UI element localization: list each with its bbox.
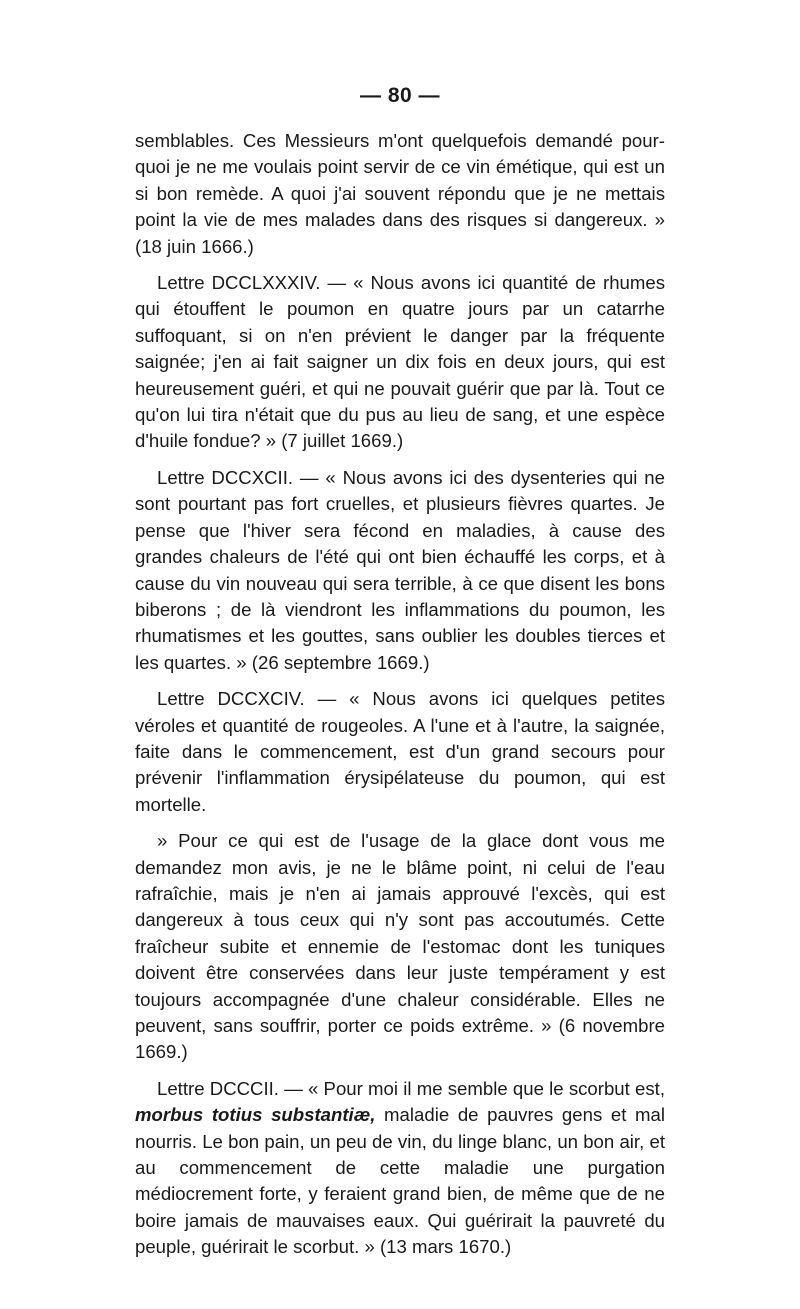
page-number: — 80 —: [359, 84, 441, 107]
book-page: [135, 84, 665, 1271]
paragraph-glace: » Pour ce qui est de l'usage de la glace dont vous me demandez mon avis, je ne le blâme point, ni celui de l'eau rafraîchie, mais je n'en ai jamais approuvé l'excès, qui est dangereux à tous ceux qui n'y sont pas accoutumés. Cette fraîcheur subite et ennemie de l'estomac dont les tuniques doivent être conservées dans leur juste tempérament y est toujours accompagnée d'une chaleur considérable. Elles ne peuvent, sans souffrir, porter ce poids extrême. » (6 novembre 1669.): [135, 830, 665, 1063]
paragraph-continuation: semblables. Ces Messieurs m'ont quelquefois demandé pour-quoi je ne me voulais point servir de ce vin émétique, qui est un si bon remède. A quoi j'ai souvent répondu que je ne mettais point la vie de mes malades dans des risques si dangereux. » (18 juin 1666.): [135, 130, 665, 257]
paragraph-letter-dccxciv: Lettre DCCXCIV. — « Nous avons ici quelques petites véroles et quantité de rougeoles. A l'une et à l'autre, la saignée, faite dans le commencement, est d'un grand secours pour prévenir l'inflammation érysipélateuse du poumon, qui est mortelle.: [135, 688, 665, 815]
paragraph-letter-dccxcii: Lettre DCCXCII. — « Nous avons ici des dysenteries qui ne sont pourtant pas fort cruelles, et plusieurs fièvres quartes. Je pense que l'hiver sera fécond en maladies, à cause des grandes chaleurs de l'été qui ont bien échauffé les corps, et à cause du vin nouveau qui sera terrible, à ce que disent les bons biberons ; de là viendront les inflammations du poumon, les rhumatismes et les gouttes, sans oublier les doubles tierces et les quartes. » (26 septembre 1669.): [135, 466, 665, 673]
paragraph-letter-dcclxxxiv: Lettre DCCLXXXIV. — « Nous avons ici quantité de rhumes qui étouffent le poumon en quatre jours par un catarrhe suffoquant, si on n'en prévient le danger par la fréquente saignée; j'en ai fait saigner un dix fois en deux jours, qui est heureusement guéri, et qui ne pouvait guérir que par là. Tout ce qu'on lui tira n'était que du pus au lieu de sang, et une espèce d'huile fondue? » (7 juillet 1669.): [135, 272, 665, 452]
paragraph-letter-dcccii: [135, 1076, 665, 1261]
paragraph-text-after: maladie de pauvres gens et mal nourris. Le bon pain, un peu de vin, du linge blanc, un bon air, et au commencement de cette maladie une purgation médiocrement forte, y feraient grand bien, de même que de ne boire jamais de mauvaises eaux. Qui guérirait la pauvreté du peuple, guérirait le scorbut. » (13 mars 1670.): [135, 1104, 665, 1258]
latin-phrase: morbus totius substantiæ,: [135, 1104, 376, 1126]
paragraph-text-before: Lettre DCCCII. — « Pour moi il me semble que le scorbut est,: [157, 1077, 665, 1099]
